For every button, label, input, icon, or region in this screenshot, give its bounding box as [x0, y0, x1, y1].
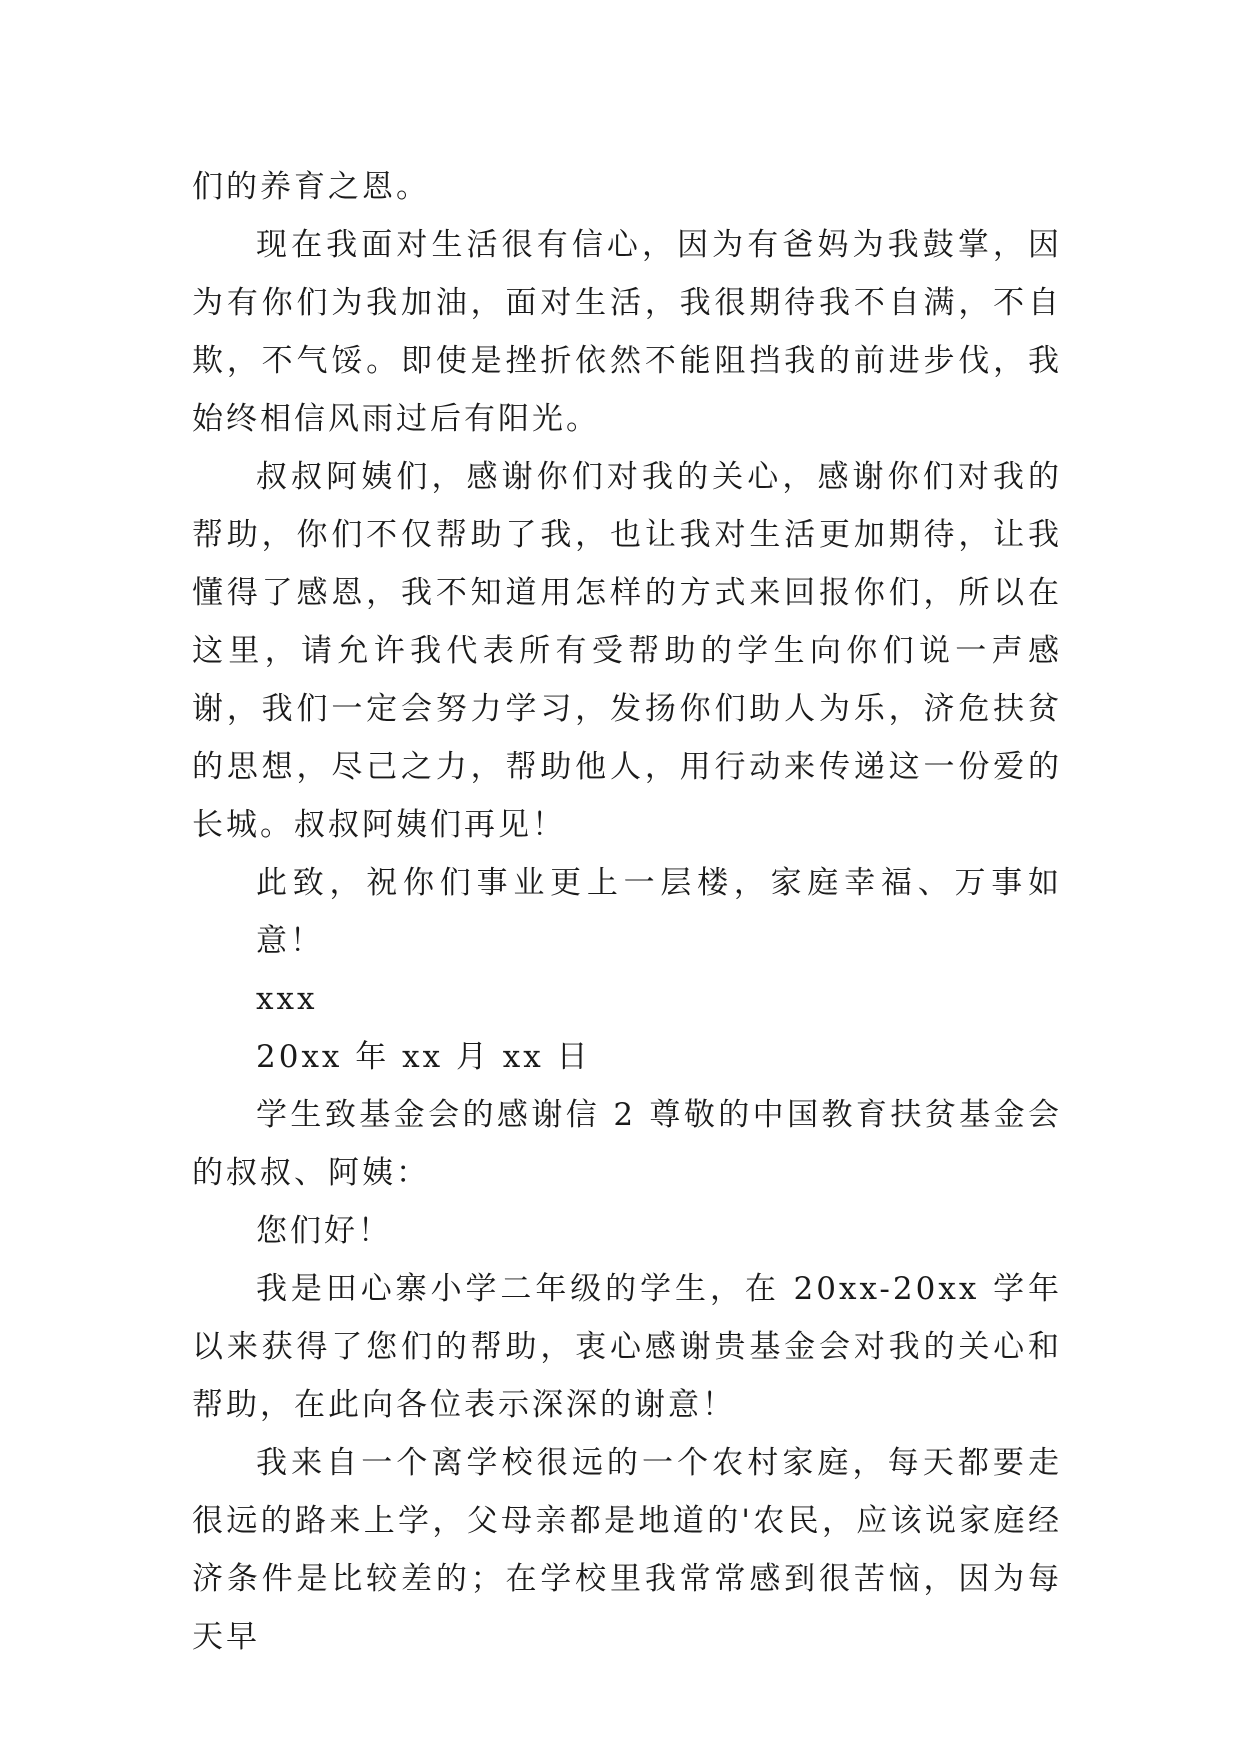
paragraph-background: 我来自一个离学校很远的一个农村家庭，每天都要走很远的路来上学，父母亲都是地道的'农民，应该说家庭经济条件是比较差的；在学校里我常常感到很苦恼，因为每天早: [192, 1445, 1062, 1655]
paragraph-thanks: 叔叔阿姨们，感谢你们对我的关心，感谢你们对我的帮助，你们不仅帮助了我，也让我对生活更加期待，让我懂得了感恩，我不知道用怎样的方式来回报你们，所以在这里，请允许我代表所有受帮助的学生向你们说一声感谢，我们一定会努力学习，发扬你们助人为乐，济危扶贫的思想，尽己之力，帮助他人，用行动来传递这一份爱的长城。叔叔阿姨们再见！: [192, 459, 1062, 843]
letter-body: [192, 158, 1062, 1666]
paragraph-confidence: 现在我面对生活很有信心，因为有爸妈为我鼓掌，因为有你们为我加油，面对生活，我很期待我不自满，不自欺，不气馁。即使是挫折依然不能阻挡我的前进步伐，我始终相信风雨过后有阳光。: [192, 227, 1062, 437]
signature-name: xxx: [256, 981, 318, 1017]
second-letter-heading: 学生致基金会的感谢信 2 尊敬的中国教育扶贫基金会的叔叔、阿姨：: [192, 1097, 1062, 1191]
paragraph-introduction: 我是田心寨小学二年级的学生，在 20xx-20xx 学年以来获得了您们的帮助，衷心感谢贵基金会对我的关心和帮助，在此向各位表示深深的谢意！: [192, 1271, 1062, 1423]
closing-salutation: 此致，祝你们事业更上一层楼，家庭幸福、万事如意！: [256, 865, 1062, 959]
greeting: 您们好！: [256, 1213, 392, 1249]
paragraph-continuation: 们的养育之恩。: [192, 169, 430, 205]
signature-date: 20xx 年 xx 月 xx 日: [256, 1039, 591, 1075]
